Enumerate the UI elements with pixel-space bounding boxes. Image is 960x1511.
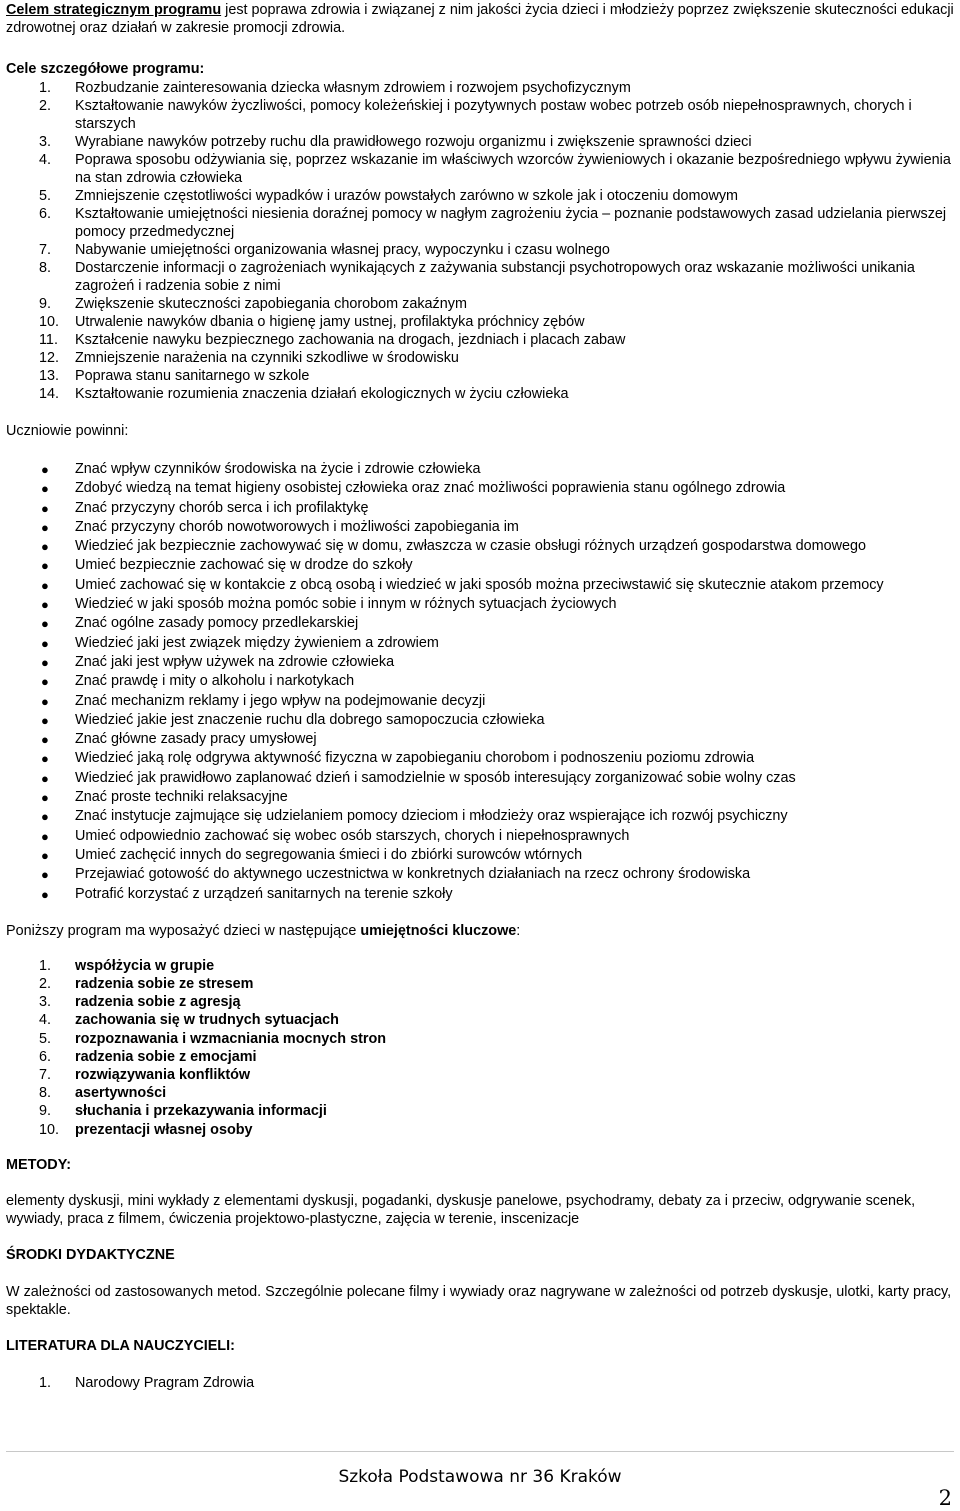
students-list	[6, 460, 954, 904]
list-item: 2. radzenia sobie ze stresem	[39, 976, 254, 993]
list-item: ● Wiedzieć jakie jest znaczenie ruchu dla dobrego samopoczucia człowieka	[6, 711, 954, 730]
list-item: 7. rozwiązywania konfliktów	[39, 1067, 251, 1084]
bullet-icon: ●	[41, 519, 49, 535]
list-item: ● Znać instytucje zajmujące się udzielaniem pomocy dzieciom i młodzieży oraz wspierające ich rozwój psychiczny	[6, 807, 954, 826]
list-item: ● Znać przyczyny chorób nowotworowych i możliwości zapobiegania im	[6, 518, 954, 537]
list-item: ● Wiedzieć jak prawidłowo zaplanować dzień i samodzielnie w sposób interesujący zorganizować sobie wolny czas	[6, 769, 954, 788]
skills-list	[6, 957, 954, 1139]
list-item: ● Wiedzieć jak bezpiecznie zachowywać się w domu, zwłaszcza w czasie obsługi różnych urządzeń gospodarstwa domowego	[6, 537, 954, 556]
page-number: 2	[938, 1486, 952, 1510]
bullet-icon: ●	[41, 500, 49, 516]
intro-text: jest poprawa zdrowia i związanej z nim jakości życia dzieci i młodzieży poprzez zwiększenie skuteczności edukacji zdrowotnej oraz działań w zakresie promocji zdrowia.	[6, 2, 954, 36]
list-item: 10. Utrwalenie nawyków dbania o higienę jamy ustnej, profilaktyka próchnicy zębów	[39, 314, 585, 330]
list-item: ● Umieć zachować się w kontakcie z obcą osobą i wiedzieć w jaki sposób można przeciwstawić się skutecznie atakom przemocy	[6, 576, 954, 595]
list-item: 2. Kształtowanie nawyków życzliwości, pomocy koleżeńskiej i pozytywnych postaw wobec potrzeb osób niepełnosprawnych, chorych i starszych	[39, 98, 912, 132]
bullet-icon: ●	[41, 770, 49, 786]
list-item: ● Wiedzieć jaki jest związek między żywieniem a zdrowiem	[6, 634, 954, 653]
list-item: 14. Kształtowanie rozumienia znaczenia działań ekologicznych w życiu człowieka	[39, 386, 569, 402]
list-item: 6. Kształtowanie umiejętności niesienia doraźnej pomocy w nagłym zagrożeniu życia – poznanie podstawowych zasad udzielania pierwszej pomocy przedmedycznej	[39, 206, 947, 240]
bullet-icon: ●	[41, 809, 49, 825]
list-item: ● Znać proste techniki relaksacyjne	[6, 788, 954, 807]
list-item: ● Wiedzieć jaką rolę odgrywa aktywność fizyczna w zapobieganiu chorobom i podnoszeniu poziomu zdrowia	[6, 749, 954, 768]
bullet-icon: ●	[41, 712, 49, 728]
bullet-icon: ●	[41, 886, 49, 902]
list-item: 5. Zmniejszenie częstotliwości wypadków i urazów powstałych zarówno w szkole jak i otoczeniu domowym	[39, 188, 739, 204]
bullet-icon: ●	[41, 539, 49, 555]
list-item: 1. Narodowy Pragram Zdrowia	[39, 1374, 255, 1391]
list-item: 6. radzenia sobie z emocjami	[39, 1048, 257, 1065]
bullet-icon: ●	[41, 790, 49, 806]
bullet-icon: ●	[41, 558, 49, 574]
list-item: 5. rozpoznawania i wzmacniania mocnych stron	[39, 1030, 387, 1047]
list-item: 3. Wyrabiane nawyków potrzeby ruchu dla prawidłowego rozwoju organizmu i zwiększenie sprawności dzieci	[39, 134, 752, 150]
list-item: ● Przejawiać gotowość do aktywnego uczestnictwa w konkretnych działaniach na rzecz ochrony środowiska	[6, 865, 954, 884]
bullet-icon: ●	[41, 635, 49, 651]
bullet-icon: ●	[41, 654, 49, 670]
bullet-icon: ●	[41, 616, 49, 632]
list-item: ● Znać przyczyny chorób serca i ich profilaktykę	[6, 499, 954, 518]
list-item: 7. Nabywanie umiejętności organizowania własnej pracy, wypoczynku i czasu wolnego	[39, 242, 610, 258]
bullet-icon: ●	[41, 577, 49, 593]
list-item: 9. Zwiększenie skuteczności zapobiegania chorobom zakaźnym	[39, 296, 467, 312]
list-item: ● Znać mechanizm reklamy i jego wpływ na podejmowanie decyzji	[6, 692, 954, 711]
methods-heading: METODY:	[6, 1156, 72, 1173]
list-item: 3. radzenia sobie z agresją	[39, 994, 241, 1011]
list-item: 1. Rozbudzanie zainteresowania dziecka własnym zdrowiem i rozwojem psychofizycznym	[39, 80, 631, 96]
intro-lead: Celem strategicznym programu	[6, 2, 222, 18]
bullet-icon: ●	[41, 847, 49, 863]
list-item: 4. Poprawa sposobu odżywiania się, poprzez wskazanie im właściwych wzorców żywieniowych i okazanie bezpośredniego wpływu żywienia na stan zdrowia człowieka	[39, 152, 951, 186]
footer-school: Szkoła Podstawowa nr 36 Kraków	[338, 1467, 622, 1487]
list-item: ● Potrafić korzystać z urządzeń sanitarnych na terenie szkoły	[6, 885, 954, 904]
list-item: 4. zachowania się w trudnych sytuacjach	[39, 1012, 339, 1029]
bullet-icon: ●	[41, 674, 49, 690]
footer-divider	[6, 1451, 954, 1452]
bullet-icon: ●	[41, 597, 49, 613]
list-item: 8. Dostarczenie informacji o zagrożeniach wynikających z zażywania substancji psychotropowych oraz wskazanie możliwości unikania zagrożeń i radzenia sobie z nimi	[39, 260, 915, 294]
list-item: 8. asertywności	[39, 1085, 167, 1102]
skills-intro: Poniższy program ma wyposażyć dzieci w następujące umiejętności kluczowe:	[6, 922, 521, 939]
list-item: ● Znać prawdę i mity o alkoholu i narkotykach	[6, 672, 954, 691]
list-item: ● Znać ogólne zasady pomocy przedlekarskiej	[6, 614, 954, 633]
list-item: ● Znać główne zasady pracy umysłowej	[6, 730, 954, 749]
list-item: 1. współżycia w grupie	[39, 957, 215, 974]
list-item: 10. prezentacji własnej osoby	[39, 1121, 253, 1138]
bullet-icon: ●	[41, 462, 49, 477]
goals-heading: Cele szczegółowe programu:	[6, 61, 205, 77]
means-heading: ŚRODKI DYDAKTYCZNE	[6, 1246, 175, 1263]
list-item: ● Zdobyć wiedzą na temat higieny osobistej człowieka oraz znać możliwości poprawienia stanu ogólnego zdrowia	[6, 479, 954, 498]
list-item: 9. słuchania i przekazywania informacji	[39, 1103, 327, 1120]
bullet-icon: ●	[41, 693, 49, 709]
list-item: ● Wiedzieć w jaki sposób można pomóc sobie i innym w różnych sytuacjach życiowych	[6, 595, 954, 614]
methods-text: elementy dyskusji, mini wykłady z elementami dyskusji, pogadanki, dyskusje panelowe, psychodramy, debaty za i przeciw, odgrywanie scenek, wywiady, praca z filmem, ćwiczenia projektowo-plastyczne, zajęcia w terenie, inscenizacje	[6, 1192, 916, 1227]
list-item: ● Znać jaki jest wpływ używek na zdrowie człowieka	[6, 653, 954, 672]
literature-list	[6, 1374, 954, 1392]
bullet-icon: ●	[41, 732, 49, 748]
list-item: ● Umieć bezpiecznie zachować się w drodze do szkoły	[6, 556, 954, 575]
list-item: ● Znać wpływ czynników środowiska na życie i zdrowie człowieka	[6, 460, 954, 479]
list-item: ● Umieć odpowiednio zachować się wobec osób starszych, chorych i niepełnosprawnych	[6, 827, 954, 846]
bullet-icon: ●	[41, 751, 49, 767]
students-heading: Uczniowie powinni:	[6, 423, 129, 439]
list-item: ● Umieć zachęcić innych do segregowania śmieci i do zbiórki surowców wtórnych	[6, 846, 954, 865]
skills-keyword: umiejętności kluczowe	[360, 922, 517, 939]
literature-heading: LITERATURA DLA NAUCZYCIELI:	[6, 1337, 235, 1354]
intro-paragraph	[6, 0, 954, 37]
list-item: 11. Kształcenie nawyku bezpiecznego zachowania na drogach, jezdniach i placach zabaw	[39, 332, 626, 348]
bullet-icon: ●	[41, 481, 49, 497]
bullet-icon: ●	[41, 867, 49, 883]
bullet-icon: ●	[41, 828, 49, 844]
list-item: 13. Poprawa stanu sanitarnego w szkole	[39, 368, 310, 384]
goals-list	[6, 79, 954, 403]
means-text: W zależności od zastosowanych metod. Szczególnie polecane filmy i wywiady oraz nagrywane w zależności od potrzeb dyskusje, ulotki, karty pracy, spektakle.	[6, 1283, 952, 1318]
list-item: 12. Zmniejszenie narażenia na czynniki szkodliwe w środowisku	[39, 350, 459, 366]
